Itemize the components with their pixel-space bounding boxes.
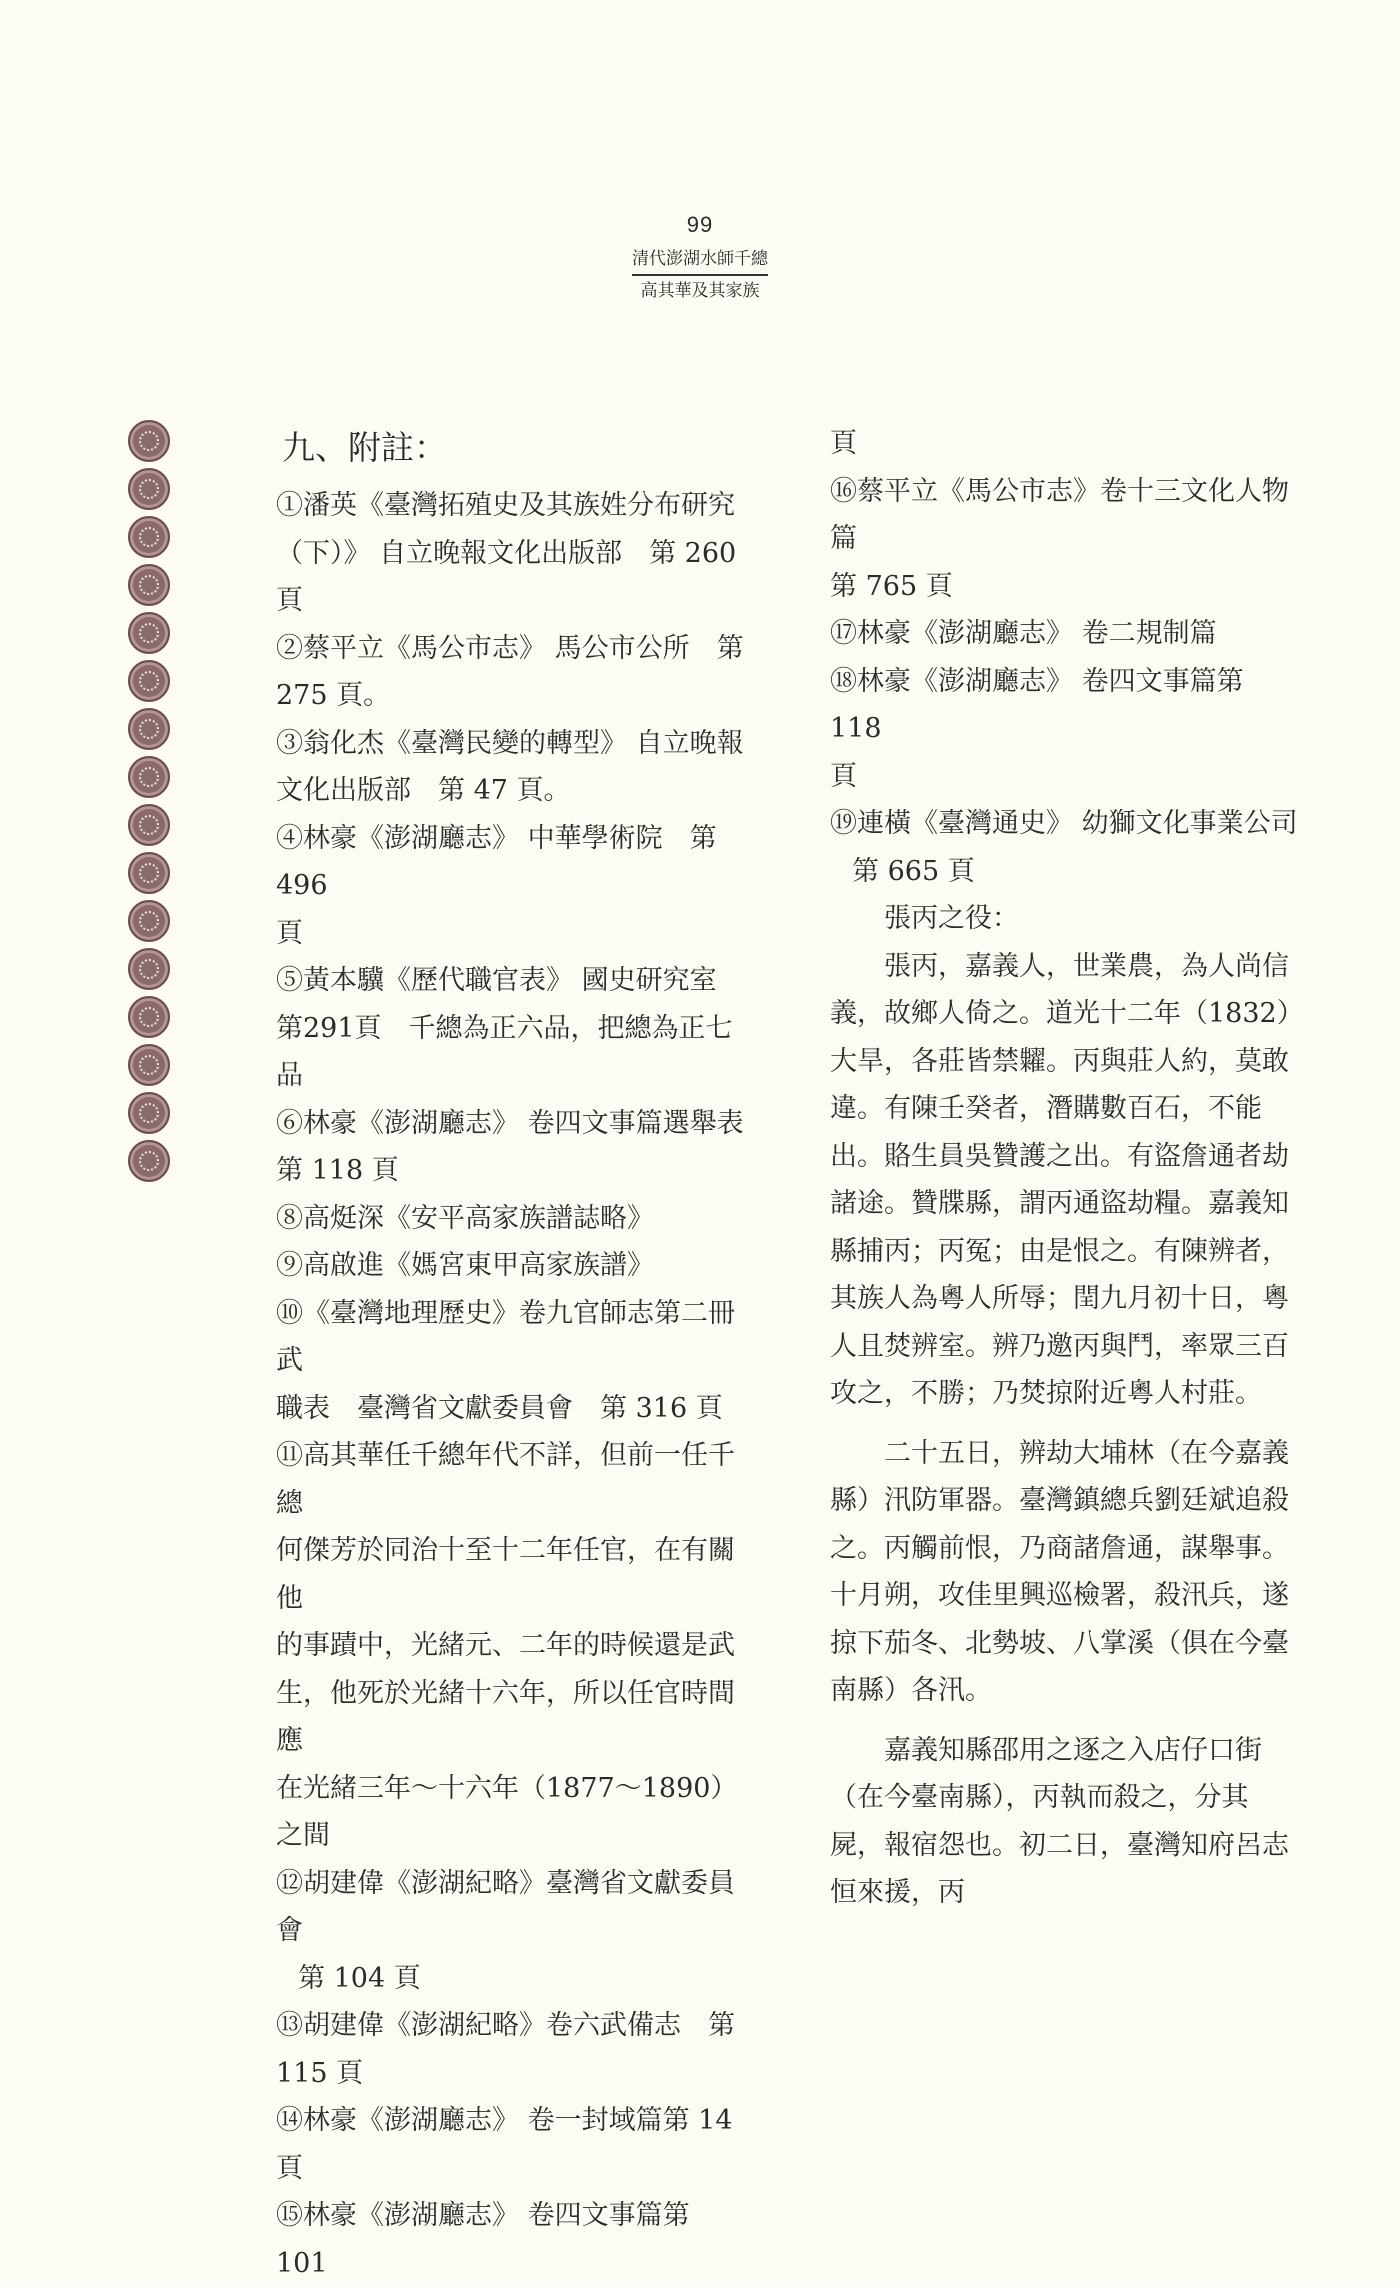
footnote-line: 職表 臺灣省文獻委員會 第 316 頁 — [276, 1392, 723, 1424]
footnote-line: 275 頁。 — [276, 680, 391, 711]
section-title: 九、附註： — [282, 428, 447, 467]
header-title-line2: 高其華及其家族 — [640, 281, 760, 301]
seal-decoration-strip — [128, 420, 172, 1188]
footnote-line: 第 104 頁 — [298, 1962, 421, 1994]
seal-stamp-icon — [128, 564, 170, 606]
seal-stamp-icon — [128, 1092, 170, 1134]
footnote-line: ⑮林豪《澎湖廳志》 卷四文事篇第 101 — [276, 2200, 690, 2279]
footnote-line: ⑤黃本驥《歷代職官表》 國史研究室 — [276, 965, 717, 996]
footnote-line: 頁 — [830, 760, 857, 792]
footnote-line: 第 118 頁 — [276, 1155, 399, 1186]
seal-stamp-icon — [128, 612, 170, 654]
notes-list-right — [830, 420, 1300, 895]
footnote-line: 頁 — [276, 917, 303, 949]
essay-paragraph: 嘉義知縣邵用之逐之入店仔口街（在今臺南縣），丙執而殺之，分其屍，報宿怨也。初二日，臺灣知府呂志恒來援，丙 — [830, 1734, 1289, 1908]
footnote-line: 何傑芳於同治十至十二年任官，在有關他 — [276, 1535, 735, 1614]
notes-column-left — [276, 420, 746, 2287]
seal-stamp-icon — [128, 852, 170, 894]
footnote-line: ⑫胡建偉《澎湖紀略》臺灣省文獻委員會 — [276, 1867, 735, 1946]
footnote-line: ⑪高其華任千總年代不詳，但前一任千總 — [276, 1440, 735, 1519]
footnote-line: ①潘英《臺灣拓殖史及其族姓分布研究 — [276, 490, 735, 521]
footnote-line: ⑬胡建偉《澎湖紀略》卷六武備志 第 — [276, 2010, 735, 2041]
footnote-line: 在光緒三年～十六年（1877～1890）之間 — [276, 1772, 738, 1851]
seal-stamp-icon — [128, 660, 170, 702]
footnote-line: 第 765 頁 — [830, 570, 953, 602]
seal-stamp-icon — [128, 420, 170, 462]
footnote-line: ⑧高烶深《安平高家族譜誌略》 — [276, 1202, 654, 1234]
footnote-line: 第291頁 千總為正六品，把總為正七品 — [276, 1012, 733, 1091]
seal-stamp-icon — [128, 996, 170, 1038]
footnote-line: 的事蹟中，光緒元、二年的時候還是武 — [276, 1630, 735, 1661]
footnote-line: ⑲連橫《臺灣通史》 幼獅文化事業公司 — [830, 808, 1298, 839]
footnote-line: 115 頁 — [276, 2057, 364, 2089]
footnote-line: （下）》 自立晚報文化出版部 第 260 頁 — [276, 537, 737, 616]
footnote-line: ⑭林豪《澎湖廳志》 卷一封域篇第 14 頁 — [276, 2105, 733, 2184]
page-number: 99 — [686, 212, 714, 237]
footnote-line: ⑥林豪《澎湖廳志》 卷四文事篇選舉表 — [276, 1107, 744, 1139]
footnote-line: 頁 — [830, 428, 857, 459]
footnote-line: ⑨高啟進《媽宮東甲高家族譜》 — [276, 1250, 654, 1281]
seal-stamp-icon — [128, 756, 170, 798]
seal-stamp-icon — [128, 804, 170, 846]
footnote-line: 第 665 頁 — [852, 855, 975, 887]
footnote-line: ②蔡平立《馬公市志》 馬公市公所 第 — [276, 632, 744, 664]
notes-list-left — [276, 482, 746, 2287]
header-divider — [632, 274, 768, 276]
footnote-line: 生，他死於光緒十六年，所以任官時間應 — [276, 1677, 735, 1756]
seal-stamp-icon — [128, 900, 170, 942]
footnote-line: ⑯蔡平立《馬公市志》卷十三文化人物篇 — [830, 475, 1289, 554]
footnote-line: ⑩《臺灣地理歷史》卷九官師志第二冊武 — [276, 1297, 735, 1376]
seal-stamp-icon — [128, 948, 170, 990]
header-title-line1: 清代澎湖水師千總 — [632, 249, 768, 269]
essay-heading: 張丙之役： — [884, 903, 1019, 934]
footnote-line: ⑰林豪《澎湖廳志》 卷二規制篇 — [830, 618, 1217, 649]
essay-paragraph: 二十五日，辨劫大埔林（在今嘉義縣）汛防軍器。臺灣鎮總兵劉廷斌追殺之。丙觸前恨，乃商諸詹通，謀舉事。十月朔，攻佳里興巡檢署，殺汛兵，遂掠下茄冬、北勢坡、八掌溪（俱在今臺南縣）各汛。 — [830, 1437, 1289, 1706]
footnote-line: ③翁化杰《臺灣民變的轉型》 自立晚報 — [276, 727, 744, 759]
seal-stamp-icon — [128, 708, 170, 750]
footnote-line: ⑱林豪《澎湖廳志》 卷四文事篇第 118 — [830, 665, 1244, 744]
seal-stamp-icon — [128, 516, 170, 558]
seal-stamp-icon — [128, 468, 170, 510]
seal-stamp-icon — [128, 1140, 170, 1182]
footnote-line: 文化出版部 第 47 頁。 — [276, 775, 571, 806]
footnote-line: ④林豪《澎湖廳志》 中華學術院 第496 — [276, 822, 717, 901]
essay-paragraph: 張丙，嘉義人，世業農，為人尚信義，故鄉人倚之。道光十二年（1832）大旱，各莊皆禁糶。丙與莊人約，莫敢違。有陳壬癸者，潛購數百石，不能出。賂生員吳贊護之出。有盜詹通者劫諸途。贊牒縣，謂丙通盜劫糧。嘉義知縣捕丙；丙冤；由是恨之。有陳辨者，其族人為粵人所辱；閏九月初十日，粵人且焚辨室。辨乃邀丙與鬥，率眾三百攻之，不勝；乃焚掠附近粵人村莊。 — [830, 950, 1291, 1409]
seal-stamp-icon — [128, 1044, 170, 1086]
running-header — [0, 212, 1400, 302]
essay-body — [830, 943, 1300, 1917]
notes-column-right — [830, 420, 1300, 1917]
